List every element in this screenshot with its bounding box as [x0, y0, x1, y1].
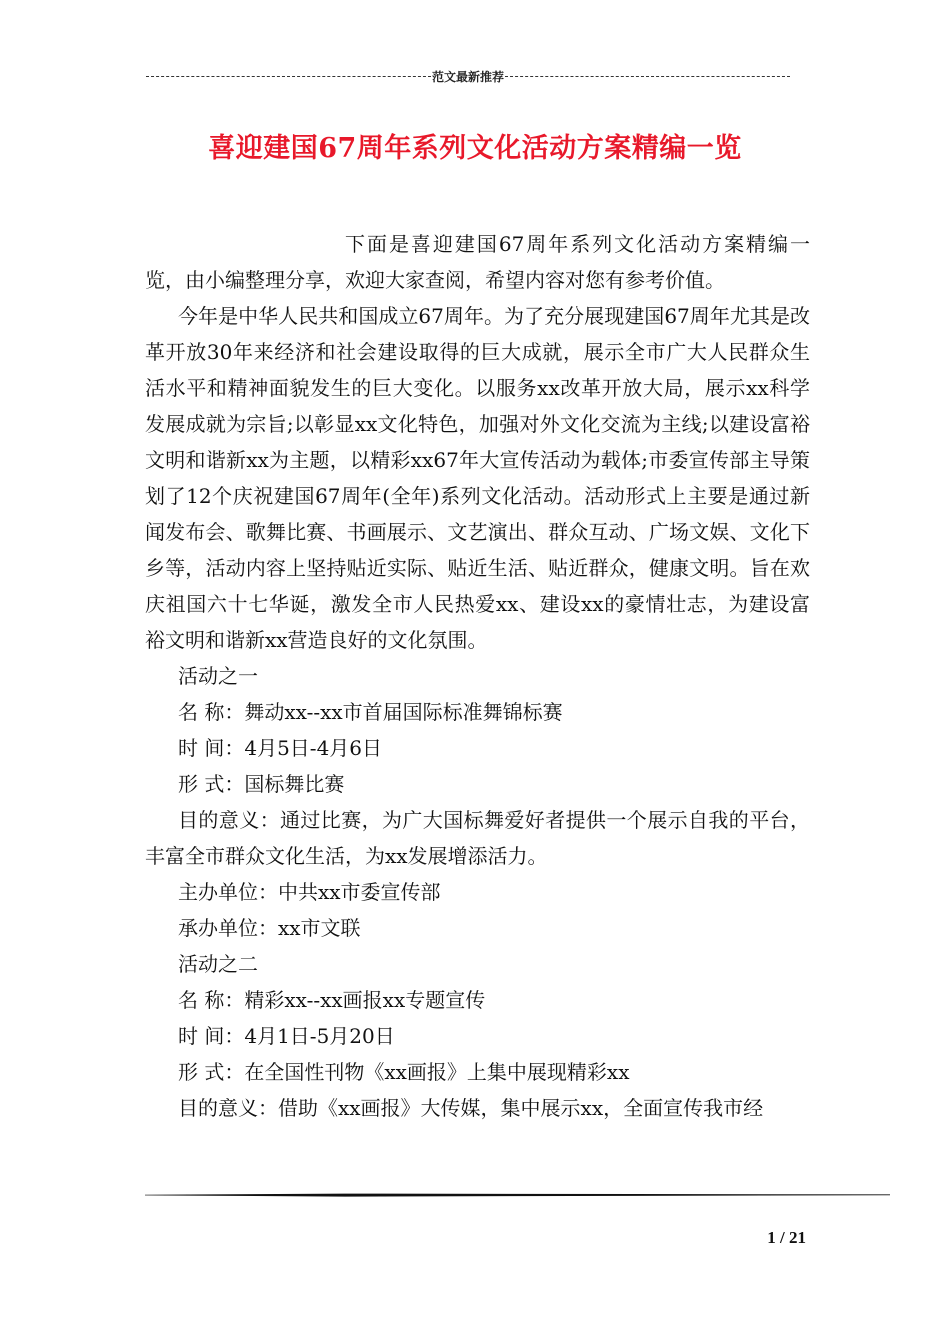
page-number: 1 / 21 — [767, 1228, 806, 1247]
header-label: 范文最新推荐 — [432, 69, 505, 84]
activity-2-purpose: 目的意义：借助《xx画报》大传媒，集中展示xx，全面宣传我市经 — [178, 1096, 764, 1120]
activity-1-host: 主办单位：中共xx市委宣传部 — [178, 880, 441, 904]
footer-rule — [145, 1193, 890, 1197]
footer-rule-line — [145, 1193, 890, 1197]
section-heading-activity-2: 活动之二 — [178, 952, 258, 976]
document-body — [145, 226, 810, 1126]
section-heading-activity-1: 活动之一 — [178, 664, 258, 688]
activity-1-time: 时 间：4月5日-4月6日 — [178, 736, 383, 760]
activity-1-name: 名 称：舞动xx--xx市首届国际标准舞锦标赛 — [178, 700, 563, 724]
body-paragraph: 今年是中华人民共和国成立67周年。为了充分展现建国67周年尤其是改革开放30年来经济和社会建设取得的巨大成就，展示全市广大人民群众生活水平和精神面貌发生的巨大变化。以服务xx改革开放大局，展示xx科学发展成就为宗旨;以彰显xx文化特色，加强对外文化交流为主线;以建设富裕文明和谐新xx为主题，以精彩xx67年大宣传活动为载体;市委宣传部主导策划了12个庆祝建国67周年(全年)系列文化活动。活动形式上主要是通过新闻发布会、歌舞比赛、书画展示、文艺演出、群众互动、广场文娱、文化下乡等，活动内容上坚持贴近实际、贴近生活、贴近群众，健康文明。旨在欢庆祖国六十七华诞，激发全市人民热爱xx、建设xx的豪情壮志，为建设富裕文明和谐新xx营造良好的文化氛围。 — [145, 304, 810, 652]
activity-2-name: 名 称：精彩xx--xx画报xx专题宣传 — [178, 988, 486, 1012]
activity-1-organizer: 承办单位：xx市文联 — [178, 916, 361, 940]
activity-1-purpose: 目的意义：通过比赛，为广大国标舞爱好者提供一个展示自我的平台，丰富全市群众文化生活，为xx发展增添活力。 — [145, 808, 810, 868]
header-dash-right — [505, 76, 790, 77]
activity-2-form: 形 式：在全国性刊物《xx画报》上集中展现精彩xx — [178, 1060, 630, 1084]
document-title: 喜迎建国67周年系列文化活动方案精编一览 — [208, 133, 742, 164]
header-line — [146, 66, 790, 86]
activity-2-time: 时 间：4月1日-5月20日 — [178, 1024, 395, 1048]
activity-1-form: 形 式：国标舞比赛 — [178, 772, 345, 796]
intro-paragraph: 下面是喜迎建国67周年系列文化活动方案精编一览，由小编整理分享，欢迎大家查阅，希望内容对您有参考价值。 — [145, 232, 810, 292]
header-dash-left — [146, 76, 431, 77]
